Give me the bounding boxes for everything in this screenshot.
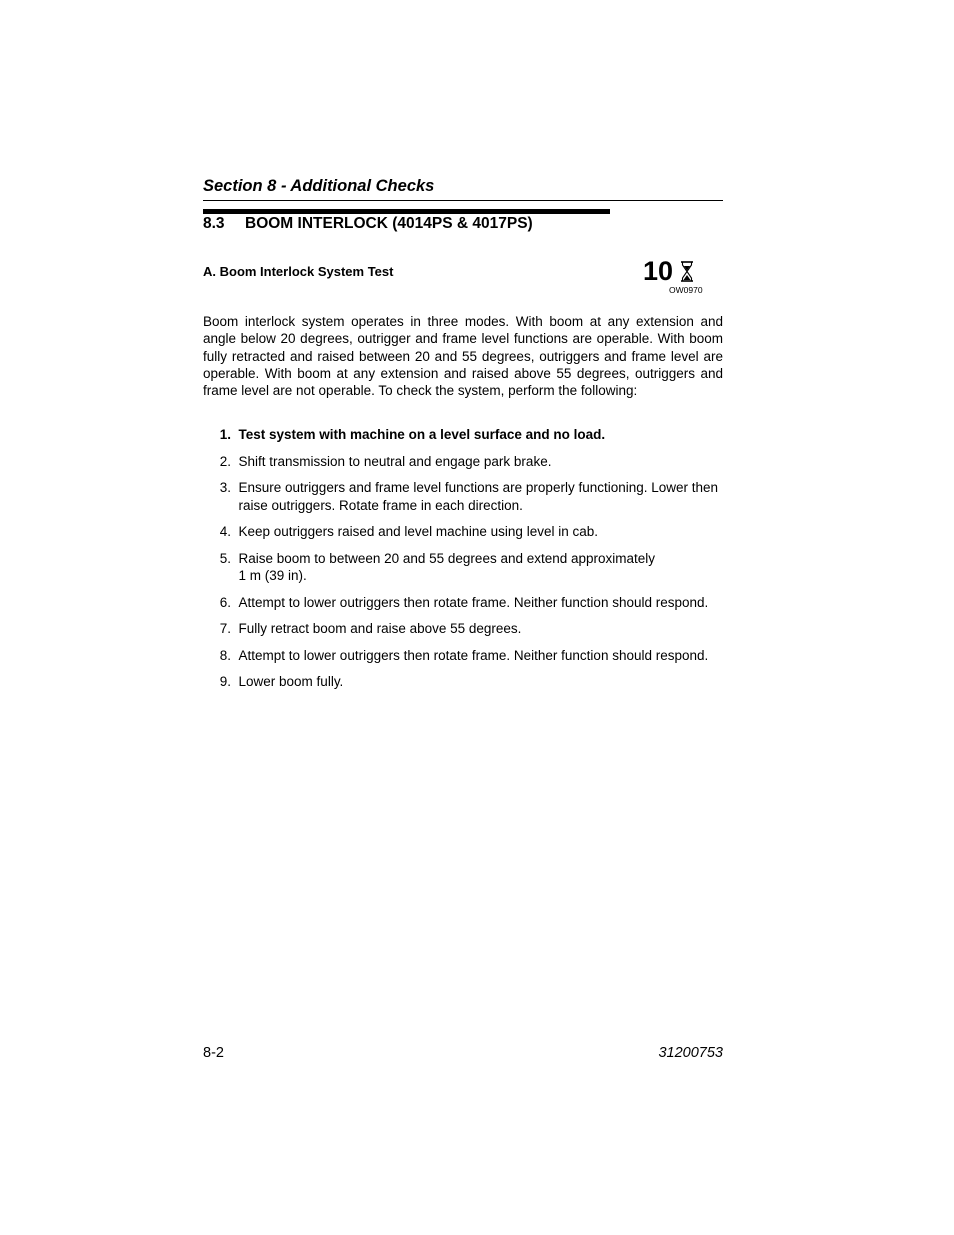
document-number: 31200753 <box>658 1045 723 1061</box>
step-number: 7. <box>219 621 231 636</box>
list-item <box>203 550 723 585</box>
time-minutes: 10 <box>643 256 674 286</box>
section-number: 8.3 <box>203 215 225 232</box>
step-text: Ensure outriggers and frame level functions are properly functioning. Lower then raise outriggers. Rotate frame in each direction. <box>238 480 719 513</box>
section-title <box>203 215 533 233</box>
step-text: Test system with machine on a level surface and no load. <box>238 427 606 442</box>
list-item <box>203 673 723 691</box>
list-item <box>203 426 723 444</box>
hourglass-icon <box>680 261 694 282</box>
section-title-text: BOOM INTERLOCK (4014PS & 4017PS) <box>245 215 533 232</box>
step-text: Attempt to lower outriggers then rotate frame. Neither function should respond. <box>238 594 709 610</box>
list-item <box>203 479 723 514</box>
time-estimate-badge <box>643 256 709 296</box>
step-text: Keep outriggers raised and level machine using level in cab. <box>238 524 598 539</box>
figure-code: OW0970 <box>669 285 703 295</box>
header-rule <box>203 200 723 201</box>
subsection-heading: A. Boom Interlock System Test <box>203 264 394 279</box>
step-number: 5. <box>219 550 231 566</box>
page-number: 8-2 <box>203 1045 224 1061</box>
list-item <box>203 523 723 541</box>
intro-paragraph: Boom interlock system operates in three modes. With boom at any extension and angle below 20 degrees, outrigger and frame level functions are operable. With boom fully retracted and raised between 20 and 55 degrees, outriggers and frame level are operable. With boom at any extension and raised above 55 degrees, outriggers and frame level are not operable. To check the system, perform the following: <box>203 314 723 399</box>
step-text: Lower boom fully. <box>238 674 344 689</box>
list-item <box>203 620 723 638</box>
step-text: Raise boom to between 20 and 55 degrees and extend approximately 1 m (39 in). <box>238 550 656 583</box>
step-text: Attempt to lower outriggers then rotate frame. Neither function should respond. <box>238 647 709 663</box>
step-number: 2. <box>219 453 231 469</box>
list-item <box>203 647 723 665</box>
step-text: Shift transmission to neutral and engage park brake. <box>238 453 552 469</box>
step-number: 3. <box>219 480 231 495</box>
step-number: 6. <box>219 594 231 610</box>
step-number: 9. <box>219 674 231 689</box>
list-item <box>203 594 723 612</box>
list-item <box>203 453 723 471</box>
section-header: Section 8 - Additional Checks <box>203 177 435 195</box>
procedure-steps <box>203 426 723 700</box>
step-number: 8. <box>219 647 231 663</box>
section-bar <box>203 209 610 214</box>
step-number: 1. <box>219 427 231 442</box>
step-number: 4. <box>219 524 231 539</box>
step-text: Fully retract boom and raise above 55 degrees. <box>238 621 522 636</box>
